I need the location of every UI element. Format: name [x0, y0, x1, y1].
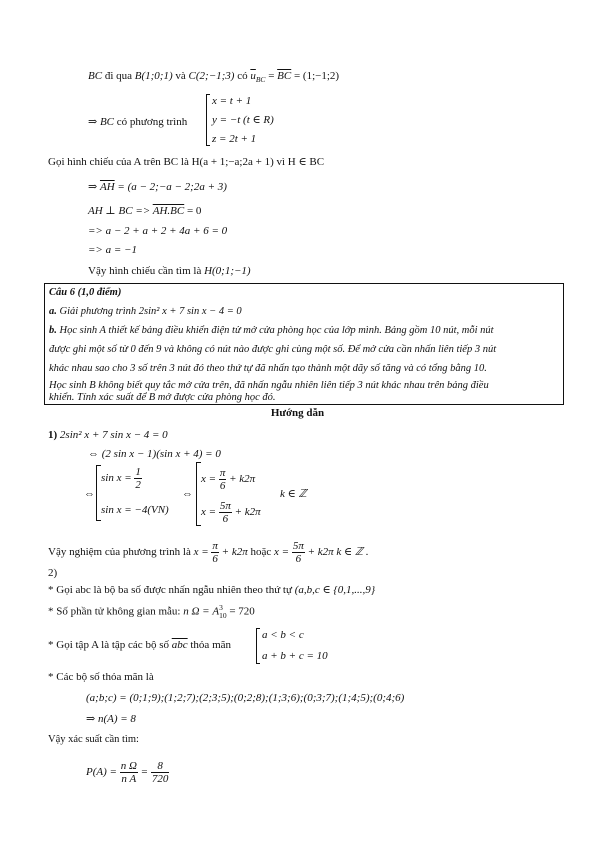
sin-half — [101, 466, 142, 491]
p2-tuples: (a;b;c) = (0;1;9);(1;2;7);(2;3;5);(0;2;8);(1;3;6);(0;3;7);(1;4;5);(0;4;6) — [86, 692, 405, 704]
guide-heading: Hướng dẫn — [270, 407, 325, 419]
line-perp — [88, 204, 201, 218]
question-b-line4: Học sinh B không biết quy tắc mở cửa trên, đã nhấn ngẫu nhiên liên tiếp 3 nút khác nhau trên bảng điều — [49, 380, 489, 391]
text: Vậy nghiệm của phương trình là — [48, 546, 194, 559]
vector-sub: BC — [255, 75, 266, 85]
vector-ah: $\overline{AH}$ — [99, 181, 115, 193]
line-conclusion-a — [88, 264, 251, 278]
point-b: B(1;0;1) — [134, 70, 173, 82]
question-b-line2: được ghi một số từ 0 đến 9 và không có nút nào được ghi cùng một số. Để mở cửa cần nhấn liên tiếp 3 nút — [49, 344, 497, 355]
probability — [86, 760, 169, 785]
sub: 10 — [219, 611, 227, 620]
den: 6 — [212, 553, 218, 565]
p1-equation — [48, 428, 168, 442]
sol-2 — [201, 500, 261, 525]
den: 720 — [151, 773, 169, 785]
den: 2 — [135, 479, 141, 491]
equation: 2sin² x + 7 sin x − 4 = 0 — [57, 429, 168, 441]
sol-1 — [201, 467, 255, 492]
text: x = — [201, 473, 219, 486]
p1-conclusion — [48, 540, 369, 565]
den: 6 — [295, 553, 302, 565]
den: 6 — [219, 480, 226, 492]
question-b-line5: khiển. Tính xác suất để B mở được cửa phòng học đó. — [49, 392, 276, 403]
p2-line1 — [48, 583, 375, 597]
sys1-line1: x = t + 1 — [212, 95, 252, 107]
line-ah — [88, 180, 227, 194]
fraction-n — [120, 760, 138, 785]
text: * Gọi abc là bộ ba số được nhấn ngẫu nhiên theo thứ tự — [48, 584, 295, 596]
text: k ∈ ℤ . — [333, 546, 369, 559]
text: * Gọi tập A là tập các bộ số — [48, 639, 172, 651]
text: thỏa mãn — [187, 639, 232, 651]
text: = 0 — [184, 205, 202, 217]
sin-minus4: sin x = −4(VN) — [101, 504, 169, 516]
dot-product: AH.BC — [152, 205, 185, 217]
point-c: C(2;−1;3) — [188, 70, 235, 82]
sys2-line2: a + b + c = 10 — [262, 650, 328, 662]
p2-label: 2) — [48, 567, 58, 579]
fraction-result — [151, 760, 170, 785]
text: + k2π — [226, 473, 256, 486]
text: x = — [193, 546, 212, 559]
label-a: a. — [49, 306, 57, 317]
line-a-value: => a = −1 — [88, 244, 137, 256]
fraction-5pi6 — [292, 540, 305, 565]
sys2-line1: a < b < c — [262, 629, 304, 641]
vector-bc: $\overline{BC}$ — [277, 70, 292, 82]
p2-line3 — [48, 638, 231, 652]
k-in-z: k ∈ ℤ — [280, 488, 307, 500]
num: π — [219, 467, 226, 479]
iff-2: ⇔ — [182, 488, 193, 500]
p1-factor: ⇔ (2 sin x − 1)(sin x + 4) = 0 — [88, 448, 221, 460]
num: n Ω — [120, 760, 137, 772]
sys1-line2: y = −t (t ∈ R) — [212, 114, 274, 126]
text: Vậy hình chiếu cần tìm là — [88, 265, 205, 277]
vector-u: $\overline{u}$ — [250, 70, 256, 82]
question-title: Câu 6 (1,0 điểm) — [49, 287, 122, 298]
question-a — [49, 305, 242, 319]
line-bc-equation — [88, 115, 187, 129]
question-b-line3: khác nhau sao cho 3 số trên 3 nút đó theo thứ tự đã nhấn tạo thành một dãy số tăng và có tổng bằng 10. — [49, 363, 487, 374]
p2-line4: * Các bộ số thỏa mãn là — [48, 671, 154, 683]
vector-value: = (a − 2;−a − 2;2a + 3) — [114, 181, 227, 193]
question-b-line1 — [49, 324, 494, 338]
sup: 3 — [219, 603, 223, 612]
text: + k2π — [304, 546, 334, 559]
den: n A — [121, 773, 137, 785]
den: 6 — [222, 513, 229, 525]
text: + k2π — [231, 506, 261, 519]
abc: $\overline{abc}$ — [171, 639, 188, 651]
system-brace — [206, 94, 210, 146]
system-brace-2 — [256, 628, 260, 664]
text: + k2π — [218, 546, 248, 559]
text: * Số phần tử không gian mẫu: — [48, 605, 184, 618]
text: hoặc — [247, 546, 274, 559]
p2-count: ⇒ n(A) = 8 — [86, 713, 136, 725]
p2-line2 — [48, 604, 255, 620]
p2-line7: Vậy xác suất cần tìm: — [48, 734, 139, 745]
implies: ⇒ BC — [88, 116, 115, 128]
num: π — [212, 540, 218, 552]
text: = — [137, 766, 151, 779]
text: x = — [201, 506, 219, 519]
text: có — [234, 70, 251, 82]
bc-label: BC — [88, 70, 103, 82]
point-h: H(0;1;−1) — [204, 265, 251, 277]
line-bc-through — [88, 69, 339, 87]
num: 1 — [135, 466, 141, 478]
math: n Ω = A — [183, 605, 220, 618]
iff-1: ⇔ — [84, 488, 95, 500]
fraction-pi6 — [211, 540, 219, 565]
text: P(A) = — [86, 766, 120, 779]
text: = — [265, 70, 278, 82]
num: 5π — [219, 500, 231, 512]
text: = 720 — [226, 605, 255, 618]
line-projection: Gọi hình chiếu của A trên BC là H(a + 1;−a;2a + 1) vì H ∈ BC — [48, 156, 325, 168]
text: x = — [274, 546, 292, 559]
fraction-half — [134, 466, 142, 491]
text: và — [172, 70, 189, 82]
text: Giải phương trình 2sin² x + 7 sin x − 4 = 0 — [56, 306, 242, 317]
math: (a,b,c ∈ {0,1,...,9} — [294, 584, 376, 596]
vector-value: = (1;−1;2) — [291, 70, 340, 82]
line-eq-a: => a − 2 + a + 2 + 4a + 6 = 0 — [88, 225, 228, 237]
fraction-5pi6 — [219, 500, 232, 525]
text: AH ⊥ BC => — [88, 205, 153, 217]
num: 8 — [151, 760, 170, 773]
text: đi qua — [102, 70, 135, 82]
question-box — [44, 283, 564, 405]
text: sin x = — [101, 472, 135, 485]
num: 5π — [292, 540, 304, 552]
text: có phương trình — [114, 116, 188, 128]
label-b: b. — [49, 325, 57, 336]
sys1-line3: z = 2t + 1 — [212, 133, 257, 145]
label-1: 1) — [48, 429, 58, 441]
implies: ⇒ — [88, 181, 100, 193]
text: Học sinh A thiết kế bảng điều khiển điện tử mở cửa phòng học của lớp mình. Bảng gồm 10 nút, mỗi nút — [56, 325, 494, 336]
